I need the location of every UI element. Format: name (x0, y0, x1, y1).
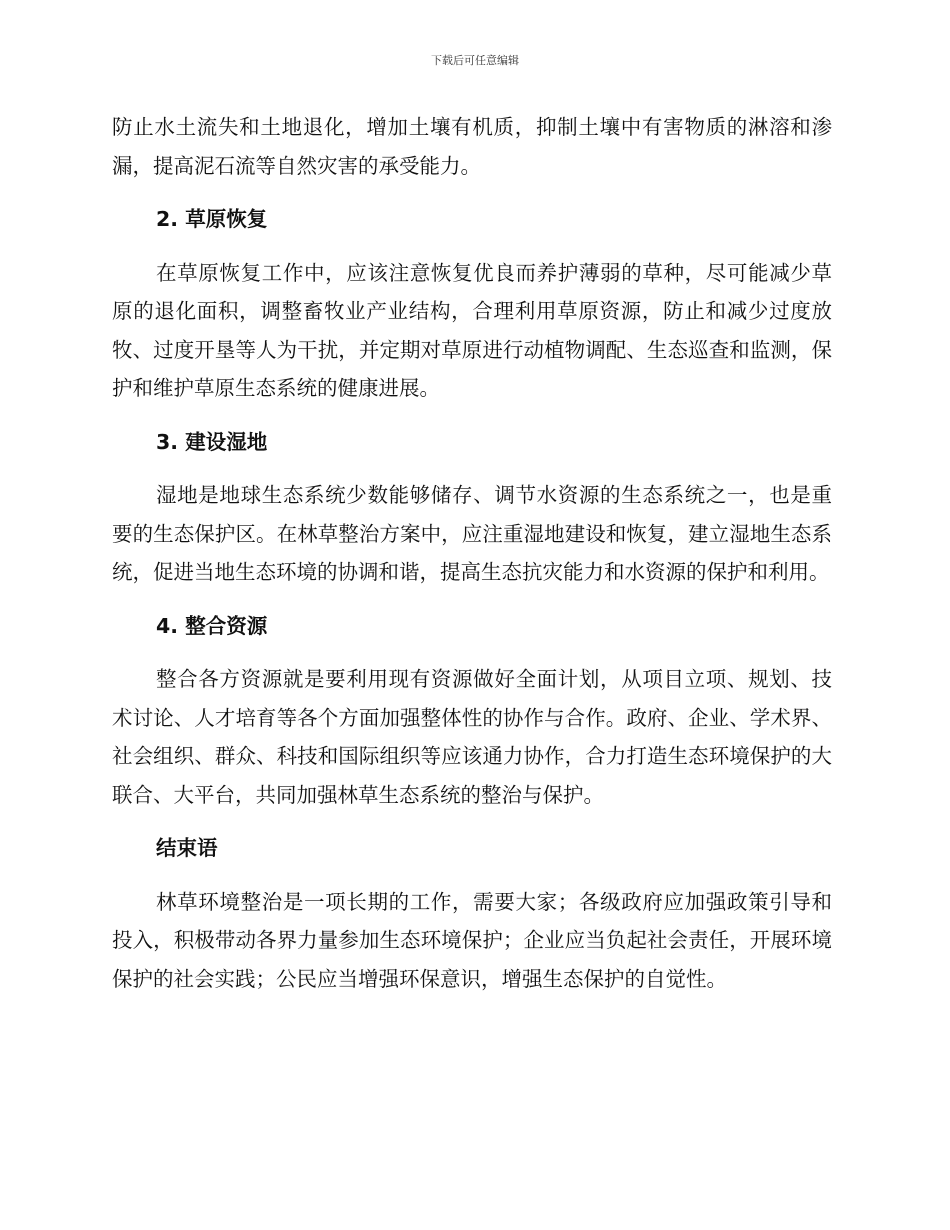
section-paragraph-wetland: 湿地是地球生态系统少数能够储存、调节水资源的生态系统之一，也是重要的生态保护区。在林草整治方案中，应注重湿地建设和恢复，建立湿地生态系统，促进当地生态环境的协调和谐，提高生态抗灾能力和水资源的保护和利用。 (112, 483, 832, 584)
section-paragraph-grassland: 在草原恢复工作中，应该注意恢复优良而养护薄弱的草种，尽可能减少草原的退化面积，调整畜牧业产业结构，合理利用草原资源，防止和减少过度放牧、过度开垦等人为干扰，并定期对草原进行动植物调配、生态巡查和监测，保护和维护草原生态系统的健康进展。 (112, 260, 832, 400)
section-heading-wetland: 3. 建设湿地 (156, 429, 268, 454)
document-body (112, 108, 832, 998)
page-header: 下载后可任意编辑 (431, 54, 519, 67)
intro-paragraph: 防止水土流失和土地退化，增加土壤有机质，抑制土壤中有害物质的淋溶和渗漏，提高泥石流等自然灾害的承受能力。 (112, 115, 832, 178)
section-heading-resources: 4. 整合资源 (156, 613, 268, 638)
section-paragraph-conclusion: 林草环境整治是一项长期的工作，需要大家；各级政府应加强政策引导和投入，积极带动各界力量参加生态环境保护；企业应当负起社会责任，开展环境保护的社会实践；公民应当增强环保意识，增强生态保护的自觉性。 (112, 889, 832, 991)
section-heading-grassland: 2. 草原恢复 (156, 207, 268, 231)
section-heading-conclusion: 结束语 (156, 836, 218, 860)
section-paragraph-resources: 整合各方资源就是要利用现有资源做好全面计划，从项目立项、规划、技术讨论、人才培育等各个方面加强整体性的协作与合作。政府、企业、学术界、社会组织、群众、科技和国际组织等应该通力协作，合力打造生态环境保护的大联合、大平台，共同加强林草生态系统的整治与保护。 (112, 667, 832, 807)
